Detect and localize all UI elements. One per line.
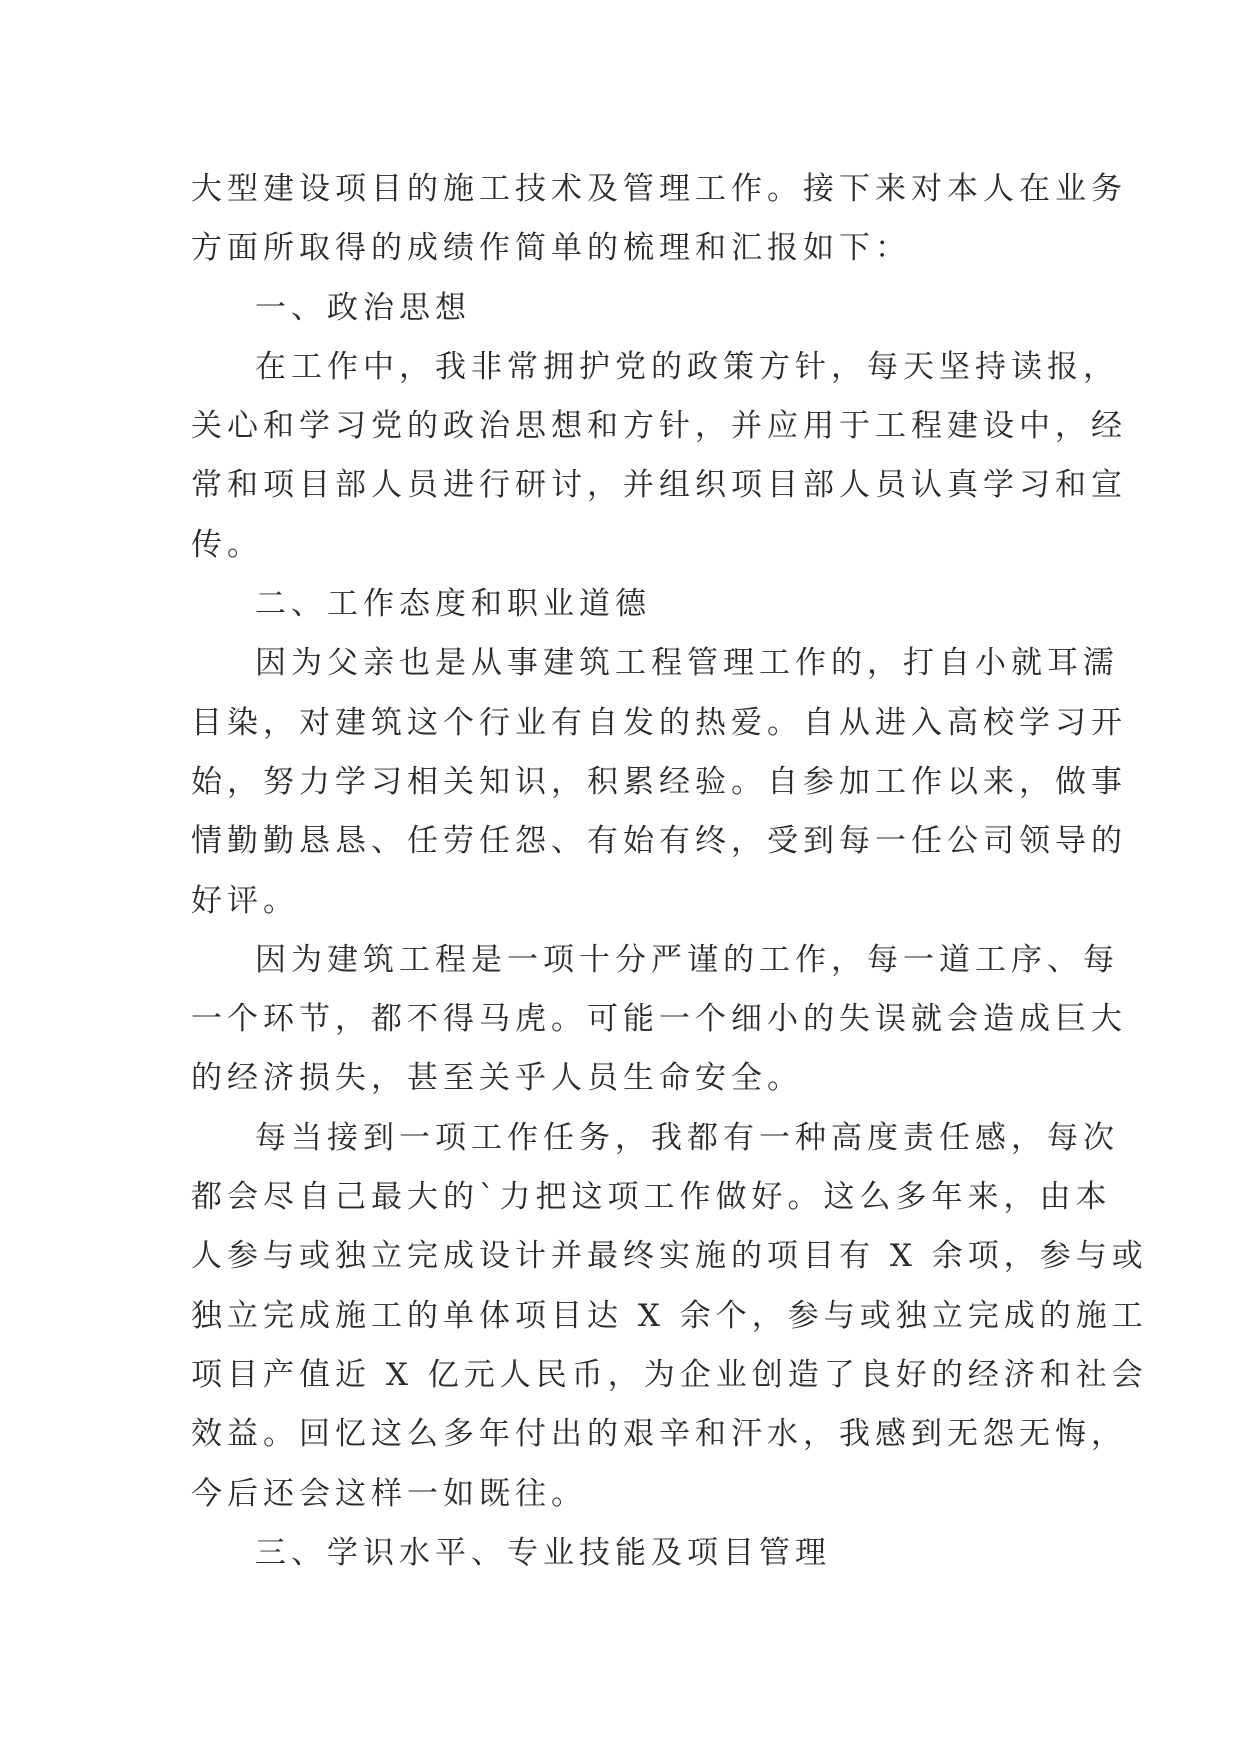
text-line: 好评。 xyxy=(191,882,299,919)
text-line: 方面所取得的成绩作简单的梳理和汇报如下： xyxy=(191,230,911,267)
text-line: 大型建设项目的施工技术及管理工作。接下来对本人在业务 xyxy=(191,171,1127,207)
text-line: 始，努力学习相关知识，积累经验。自参加工作以来，做事 xyxy=(191,763,1127,800)
text-line: 在工作中，我非常拥护党的政策方针，每天坚持读报， xyxy=(255,348,1119,385)
text-line: 效益。回忆这么多年付出的艰辛和汗水，我感到无怨无悔， xyxy=(191,1416,1127,1453)
text-line: 独立完成施工的单体项目达 X 余个，参与或独立完成的施工 xyxy=(191,1297,1148,1334)
text-line: 今后还会这样一如既往。 xyxy=(191,1475,587,1512)
text-line: 传。 xyxy=(191,526,263,563)
text-line: 一个环节，都不得马虎。可能一个细小的失误就会造成巨大 xyxy=(191,1001,1127,1038)
text-line: 因为父亲也是从事建筑工程管理工作的，打自小就耳濡 xyxy=(255,645,1119,682)
section-heading-work-attitude: 二、工作态度和职业道德 xyxy=(255,586,651,623)
text-line: 的经济损失，甚至关乎人员生命安全。 xyxy=(191,1060,803,1097)
text-line: 每当接到一项工作任务，我都有一种高度责任感，每次 xyxy=(255,1119,1119,1156)
text-line: 人参与或独立完成设计并最终实施的项目有 X 余项，参与或 xyxy=(191,1238,1148,1275)
section-heading-knowledge-skills: 三、学识水平、专业技能及项目管理 xyxy=(255,1534,831,1571)
text-line: 关心和学习党的政治思想和方针，并应用于工程建设中，经 xyxy=(191,408,1127,445)
text-line: 常和项目部人员进行研讨，并组织项目部人员认真学习和宣 xyxy=(191,467,1127,504)
text-line: 项目产值近 X 亿元人民币，为企业创造了良好的经济和社会 xyxy=(191,1356,1148,1393)
section-heading-political-thought: 一、政治思想 xyxy=(255,289,471,326)
text-line: 都会尽自己最大的`力把这项工作做好。这么多年来，由本 xyxy=(191,1179,1112,1216)
text-line: 目染，对建筑这个行业有自发的热爱。自从进入高校学习开 xyxy=(191,704,1127,741)
text-line: 情勤勤恳恳、任劳任怨、有始有终，受到每一任公司领导的 xyxy=(191,823,1127,860)
text-line: 因为建筑工程是一项十分严谨的工作，每一道工序、每 xyxy=(255,941,1119,978)
document-body xyxy=(191,160,1148,1583)
